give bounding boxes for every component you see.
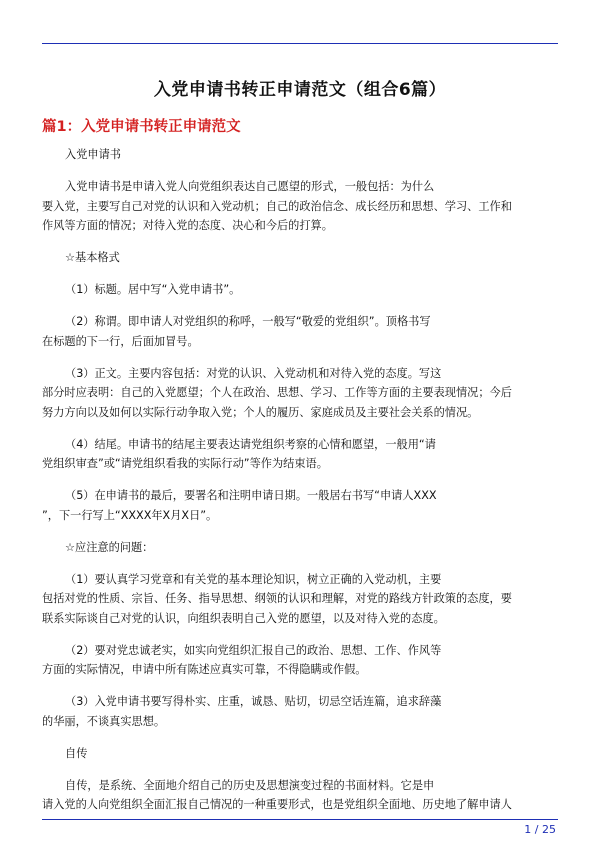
paragraph [42,364,558,423]
paragraph-line: 联系实际谈自己对党的认识，向组织表明自己入党的愿望，以及对待入党的态度。 [42,611,445,625]
paragraph-line: （4）结尾。申请书的结尾主要表达请党组织考察的心情和愿望，一般用“请 [65,437,436,451]
paragraph-line: 在标题的下一行，后面加冒号。 [42,334,199,348]
paragraph-line: ☆应注意的问题： [65,540,154,554]
paragraph-line: ☆基本格式 [65,251,120,264]
paragraph-line: 自传，是系统、全面地介绍自己的历史及思想演变过程的书面材料。它是申 [65,778,435,792]
document-body [42,145,558,827]
paragraph-line: 要入党，主要写自己对党的认识和入党动机；自己的政治信念、成长经历和思想、学习、工作和 [42,199,512,213]
section-heading: 篇1：入党申请书转正申请范文 [42,119,241,135]
paragraph-line: ”，下一行写上“XXXX年X月X日”。 [42,508,218,522]
paragraph-line: （2）称谓。即申请人对党组织的称呼，一般写“敬爱的党组织”。顶格书写 [65,315,431,328]
paragraph-line: 请入党的人向党组织全面汇报自己情况的一种重要形式，也是党组织全面地、历史地了解申请人 [42,798,512,811]
paragraph-line: （1）要认真学习党章和有关党的基本理论知识，树立正确的入党动机，主要 [65,572,442,586]
paragraph [42,248,558,268]
paragraph [42,776,558,815]
paragraph [42,486,558,525]
paragraph-line: （1）标题。居中写“入党申请书”。 [65,283,241,296]
paragraph [42,435,558,474]
paragraph [42,145,558,165]
paragraph [42,538,558,558]
paragraph-line: 部分时应表明：自己的入党愿望；个人在政治、思想、学习、工作等方面的主要表现情况；今后 [42,386,512,399]
paragraph [42,312,558,351]
paragraph-line: （2）要对党忠诚老实，如实向党组织汇报自己的政治、思想、工作、作风等 [65,643,442,657]
page-number: 1 / 25 [524,823,556,836]
paragraph-line: 努力方向以及如何以实际行动争取入党；个人的履历、家庭成员及主要社会关系的情况。 [42,405,479,419]
paragraph [42,570,558,629]
paragraph [42,692,558,731]
footer-rule [42,819,558,820]
paragraph [42,177,558,236]
document-title: 入党申请书转正申请范文（组合6篇） [153,80,447,100]
paragraph-line: 包括对党的性质、宗旨、任务、指导思想、纲领的认识和理解，对党的路线方针政策的态度，要 [42,592,512,605]
paragraph-line: （3）正文。主要内容包括：对党的认识、入党动机和对待入党的态度。写这 [65,366,442,380]
paragraph-line: 自传 [65,746,88,760]
paragraph-line: （5）在申请书的最后，要署名和注明申请日期。一般居右书写“申请人XXX [65,489,437,502]
paragraph [42,744,558,764]
paragraph-line: 入党申请书是申请入党人向党组织表达自己愿望的形式，一般包括：为什么 [65,180,435,193]
paragraph [42,280,558,300]
paragraph-line: 党组织审查”或“请党组织看我的实际行动”等作为结束语。 [42,457,328,470]
paragraph-line: 作风等方面的情况；对待入党的态度、决心和今后的打算。 [42,219,333,232]
header-rule [42,43,558,44]
paragraph-line: 方面的实际情况，申请中所有陈述应真实可靠，不得隐瞒或作假。 [42,663,367,676]
paragraph [42,641,558,680]
paragraph-line: 的华丽，不谈真实思想。 [42,714,166,728]
paragraph-line: （3）入党申请书要写得朴实、庄重，诚恳、贴切，切忌空话连篇，追求辞藻 [65,695,442,708]
paragraph-line: 入党申请书 [65,148,121,161]
